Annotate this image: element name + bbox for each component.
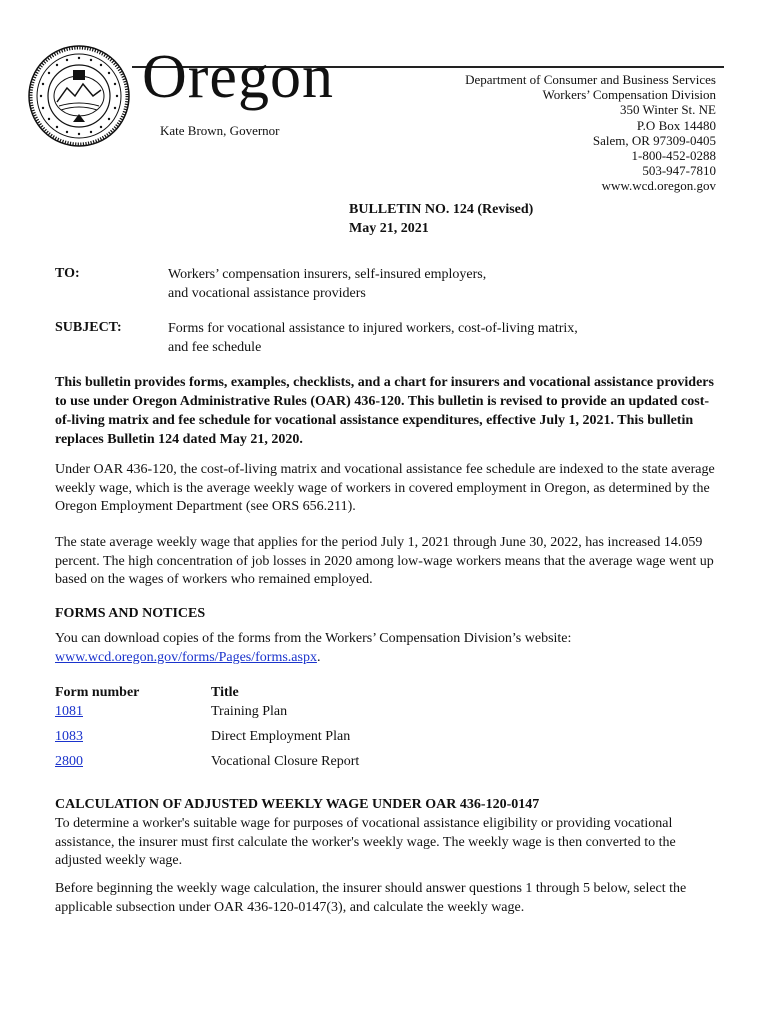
dept-line: Department of Consumer and Business Services — [465, 72, 716, 87]
dept-line: 503-947-7810 — [642, 163, 716, 179]
bulletin-date: May 21, 2021 — [349, 221, 429, 236]
form-title: Training Plan — [211, 704, 288, 719]
dept-line: 350 Winter St. NE — [619, 102, 716, 118]
url-suffix: . — [316, 649, 321, 665]
governor-name: Kate Brown, Governor — [160, 123, 280, 138]
form-title: Direct Employment Plan — [211, 729, 351, 744]
subject-line: and fee schedule — [168, 340, 262, 355]
col-title: Title — [211, 685, 239, 700]
form-number-link[interactable]: 1081 — [55, 704, 83, 719]
to-recipients — [168, 265, 486, 303]
dept-line: 1-800-452-0288 — [631, 148, 716, 164]
forms-heading: FORMS AND NOTICES — [55, 606, 206, 621]
to-line: Workers’ compensation insurers, self-insured employers, — [168, 267, 487, 282]
forms-intro — [55, 630, 715, 667]
dept-line: P.O Box 14480 — [636, 117, 716, 133]
col-form-number: Form number — [55, 685, 140, 700]
paragraph-wage-increase: The state average weekly wage that applies for the period July 1, 2021 through June 30, 2022, has increased 14.059 percent. The high concentration of job losses in 2020 among low-wage workers means that the average wage went up based on the wages of workers who remained employed. — [55, 535, 714, 587]
department-address — [465, 72, 716, 194]
forms-url-link[interactable]: www.wcd.oregon.gov/forms/Pages/forms.aspx — [55, 649, 317, 665]
oregon-wordmark: Oregon — [142, 43, 334, 111]
dept-line: Salem, OR 97309-0405 — [592, 132, 716, 148]
calc-paragraph-2: Before beginning the weekly wage calculation, the insurer should answer questions 1 through 5 below, select the applicable subsection under OAR 436-120-0147(3), and calculate the weekly wage. — [55, 881, 687, 915]
forms-intro-text: You can download copies of the forms from the Workers’ Compensation Division’s website: — [55, 631, 572, 646]
paragraph-index: Under OAR 436-120, the cost-of-living matrix and vocational assistance fee schedule are indexed to the state average weekly wage, which is the average weekly wage of workers in covered employment in Oregon, as determined by the Oregon Employment Department (see ORS 656.211). — [55, 462, 715, 514]
subject-text — [168, 319, 578, 357]
dept-website: www.wcd.oregon.gov — [601, 178, 716, 194]
oregon-state-seal — [27, 44, 131, 148]
bulletin-header — [349, 200, 533, 238]
bulletin-number: BULLETIN NO. 124 (Revised) — [349, 202, 534, 217]
dept-line: Workers’ Compensation Division — [542, 87, 716, 103]
calc-heading: CALCULATION OF ADJUSTED WEEKLY WAGE UNDER OAR 436-120-0147 — [55, 797, 540, 812]
form-number-link[interactable]: 1083 — [55, 729, 83, 744]
form-title: Vocational Closure Report — [211, 754, 360, 769]
subject-line: Forms for vocational assistance to injured workers, cost-of-living matrix, — [168, 321, 578, 336]
calc-paragraph-1: To determine a worker's suitable wage for purposes of vocational assistance eligibility or providing vocational assistance, the insurer must first calculate the worker's weekly wage. The weekly wage is then converted to the adjusted weekly wage. — [55, 816, 676, 868]
to-label: TO: — [55, 266, 80, 281]
bulletin-summary: This bulletin provides forms, examples, checklists, and a chart for insurers and vocational assistance providers to use under Oregon Administrative Rules (OAR) 436-120. This bulletin is revised to provide an updated cost-of-living matrix and fee schedule for vocational assistance expenditures, effective July 1, 2021. This bulletin replaces Bulletin 124 dated May 21, 2020. — [55, 375, 714, 447]
form-number-link[interactable]: 2800 — [55, 754, 83, 769]
to-line: and vocational assistance providers — [168, 286, 366, 301]
subject-label: SUBJECT: — [55, 320, 122, 335]
